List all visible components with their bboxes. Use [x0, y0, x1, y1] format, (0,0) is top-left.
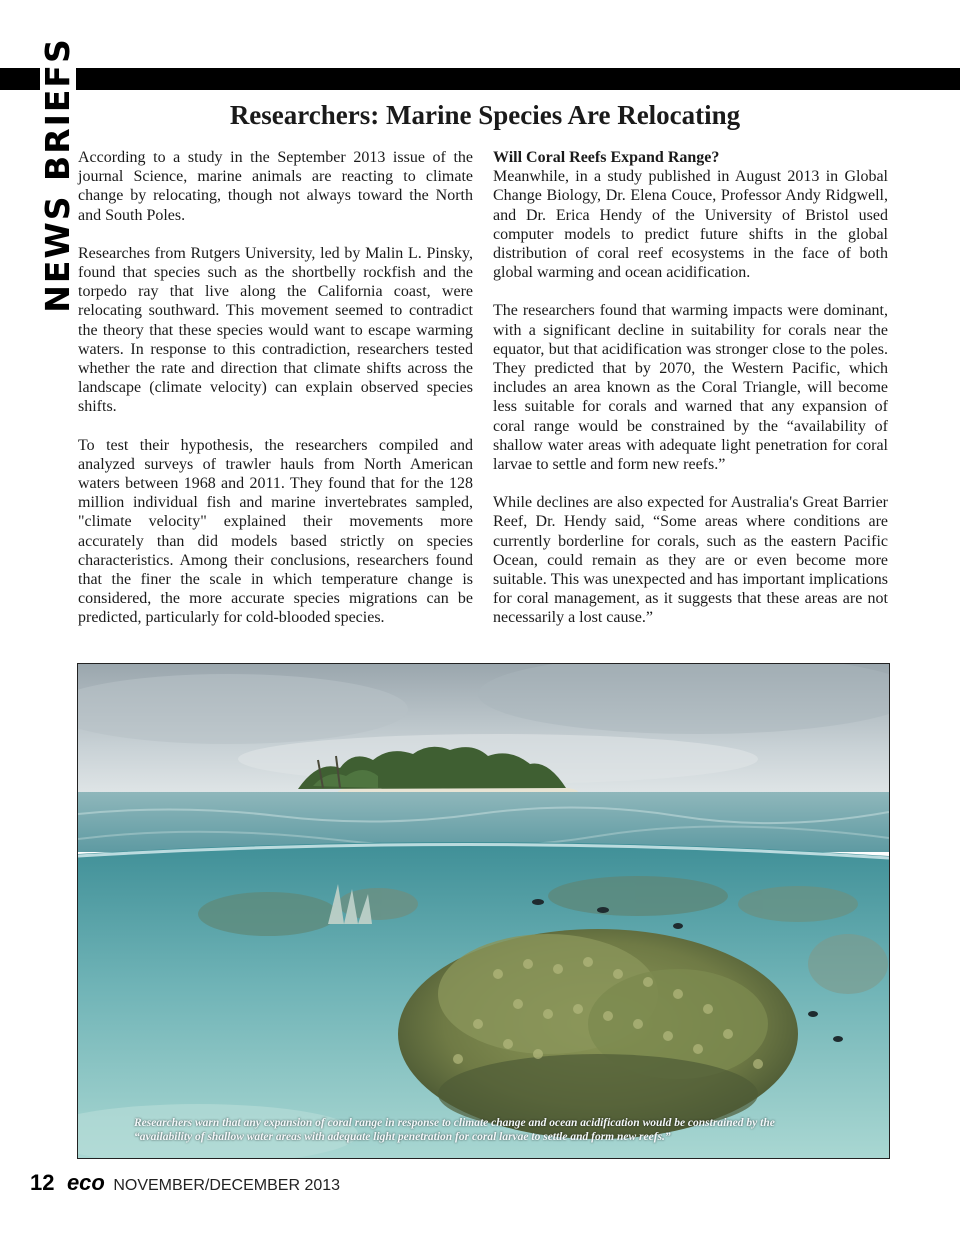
photo-caption: Researchers warn that any expansion of coral range in response to climate change and ocean acidification would be constrained by the “availability of shallow water areas with adequate light penetration for coral larvae to settle and form new reefs.”: [134, 1117, 775, 1143]
section-label: NEWS BRIEFS: [40, 30, 76, 320]
magazine-logo: eco: [66, 1170, 105, 1195]
issue-date: NOVEMBER/DECEMBER 2013: [113, 1177, 341, 1194]
paragraph: To test their hypothesis, the researchers compiled and analyzed surveys of trawler hauls from North American waters between 1968 and 2011. They found that for the 128 million individual fish and marine invertebrates sampled, "climate velocity" explained their movements more accurately than did models based strictly on species characteristics. Among their conclusions, researchers found that the finer the scale in which temperature change is considered, the more accurate species migrations can be predicted, particularly for cold-blooded species.: [78, 436, 473, 627]
paragraph: Researches from Rutgers University, led by Malin L. Pinsky, found that species such as the shortbelly rockfish and the torpedo ray that live along the California coast, were relocating southward. This movement seemed to contradict the theory that these species would want to escape warming waters. In response to this contradiction, researchers tested whether the rate and direction that climate shifts across the landscape (climate velocity) can explain observed species shifts.: [78, 244, 473, 416]
paragraph: While declines are also expected for Australia's Great Barrier Reef, Dr. Hendy said, “Some areas where conditions are currently borderline for corals, such as the eastern Pacific Ocean, could remain as they are or even become more suitable. This was unexpected and has important implications for coral management, as it suggests that these areas are not necessarily a lost cause.”: [493, 494, 888, 627]
coral-colony: [398, 929, 798, 1139]
left-column: [78, 148, 473, 647]
right-column: [493, 148, 888, 647]
header-bar: [0, 68, 960, 90]
split-view-illustration: [78, 664, 889, 1158]
page-footer: [30, 1170, 340, 1196]
paragraph-text: Meanwhile, in a study published in August 2013 in Global Change Biology, Dr. Elena Couce, Professor Andy Ridgwell, and Dr. Erica Hendy of the University of Bristol used computer models to predict future shifts in the global distribution of coral reef ecosystems in the face of both global warming and ocean acidification.: [493, 168, 888, 282]
paragraph: [493, 148, 888, 282]
subheading: Will Coral Reefs Expand Range?: [493, 149, 720, 166]
page-number: 12: [30, 1170, 55, 1195]
coral-reef-photo: [77, 663, 890, 1159]
article-headline: Researchers: Marine Species Are Relocating: [229, 100, 741, 130]
paragraph: The researchers found that warming impacts were dominant, with a significant decline in suitability for corals near the equator, but that acidification was stronger close to the poles. They predicted that by 2070, the Western Pacific, which includes an area known as the Coral Triangle, will become less suitable for corals and warned that any expansion of coral range would be constrained by the “availability of shallow water areas with adequate light penetration for coral larvae to settle and form new reefs.”: [493, 302, 888, 474]
paragraph: According to a study in the September 2013 issue of the journal Science, marine animals are reacting to climate change by relocating, though not always toward the North and South Poles.: [78, 149, 473, 224]
